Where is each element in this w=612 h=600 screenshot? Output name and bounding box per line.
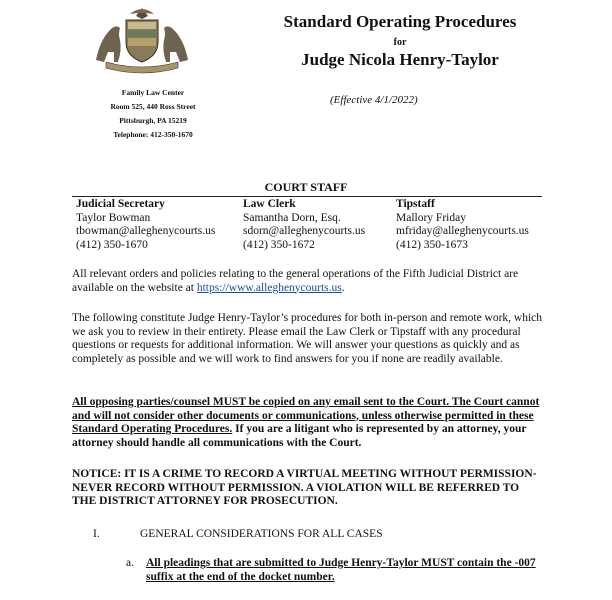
section-title: GENERAL CONSIDERATIONS FOR ALL CASES xyxy=(140,528,383,540)
address-line: Telephone: 412-350-1670 xyxy=(113,130,193,139)
address-line: Pittsburgh, PA 15219 xyxy=(119,116,187,125)
website-paragraph xyxy=(72,268,544,295)
underlined-rule: All opposing parties/counsel MUST be copied on any email sent to the Court. The Court cannot and will not consider other documents or communications, unless otherwise permitted in these Standard Operating Procedures. xyxy=(72,396,540,435)
staff-role: Tipstaff xyxy=(396,198,435,210)
section-number: I. xyxy=(93,528,100,540)
litigant-note: If you are a litigant who is represented by an attorney, your attorney should handle all communications with the Court. xyxy=(72,423,527,449)
paragraph-end: . xyxy=(341,281,345,294)
staff-phone: (412) 350-1670 xyxy=(76,238,148,251)
court-address xyxy=(86,86,220,142)
subsection-text: All pleadings that are submitted to Judge Henry-Taylor MUST contain the -007 suffix at the end of the docket number. xyxy=(146,557,536,583)
court-staff-heading: COURT STAFF xyxy=(264,180,348,194)
staff-name: Samantha Dorn, Esq. xyxy=(243,211,341,224)
paragraph-text: All relevant orders and policies relating to the general operations of the Fifth Judicial District are available on the website at xyxy=(72,268,519,294)
address-line: Family Law Center xyxy=(121,88,185,97)
title-for: for xyxy=(393,37,407,48)
subsection-letter: a. xyxy=(126,557,134,569)
address-line: Room 525, 440 Ross Street xyxy=(110,102,196,111)
staff-name: Taylor Bowman xyxy=(76,211,151,224)
procedures-paragraph: The following constitute Judge Henry-Taylor’s procedures for both in-person and remote work, which we ask you to review in their entirety. Please email the Law Clerk or Tipstaff with any procedural questions or requests for additional information. We will answer your questions as quickly and as completely as possible and we will work to find answers for you if none are readily available. xyxy=(72,312,543,365)
staff-role: Judicial Secretary xyxy=(76,198,165,210)
judge-name-title: Judge Nicola Henry-Taylor xyxy=(301,50,499,69)
staff-name: Mallory Friday xyxy=(396,211,466,224)
staff-email[interactable]: tbowman@alleghenycourts.us xyxy=(76,225,216,237)
staff-member xyxy=(76,198,215,252)
staff-phone: (412) 350-1673 xyxy=(396,238,468,251)
staff-member xyxy=(396,198,529,252)
staff-email[interactable]: mfriday@alleghenycourts.us xyxy=(396,225,529,237)
website-link[interactable]: https://www.alleghenycourts.us xyxy=(196,281,342,294)
communications-paragraph xyxy=(72,396,544,450)
staff-member xyxy=(243,198,365,252)
staff-email[interactable]: sdorn@alleghenycourts.us xyxy=(243,225,366,237)
divider xyxy=(72,196,542,197)
effective-date: (Effective 4/1/2022) xyxy=(330,94,418,106)
recording-notice: NOTICE: IT IS A CRIME TO RECORD A VIRTUAL MEETING WITHOUT PERMISSION- NEVER RECORD WITHOUT PERMISSION. A VIOLATION WILL BE REFERRED TO THE DISTRICT ATTORNEY FOR PROSECUTION. xyxy=(72,468,537,507)
staff-role: Law Clerk xyxy=(243,198,296,210)
pennsylvania-seal-icon xyxy=(86,2,198,74)
document-title: Standard Operating Procedures xyxy=(283,12,517,31)
staff-phone: (412) 350-1672 xyxy=(243,238,315,251)
